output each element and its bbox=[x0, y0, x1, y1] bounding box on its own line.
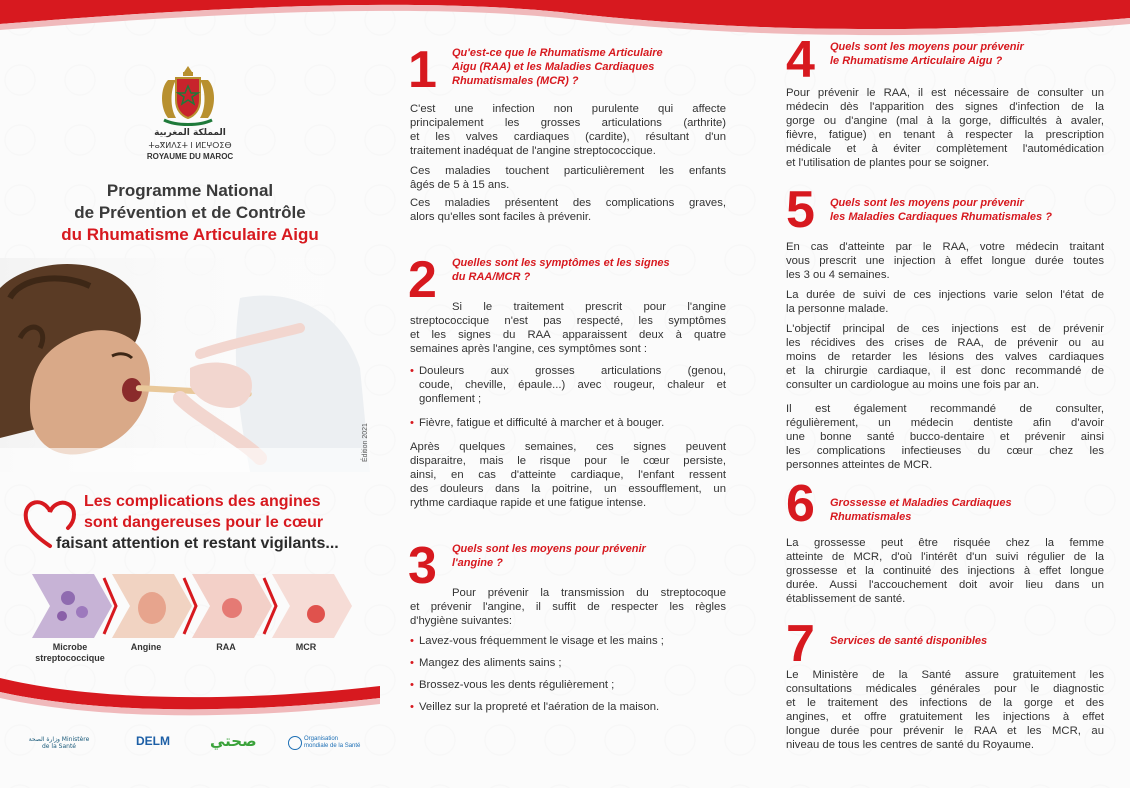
section1-paragraph3 bbox=[410, 196, 726, 224]
section3-bullet2: • Mangez des aliments sains ; bbox=[419, 656, 726, 670]
section2-intro bbox=[410, 300, 726, 356]
text-line: gonflement ; bbox=[419, 393, 482, 405]
text-line: ainsi, en cas d'atteinte cardiaque, l'enfant ressent bbox=[410, 469, 726, 481]
text-line: disparaitre, mais le risque pour le cœur persiste, bbox=[410, 455, 726, 467]
step-label-mcr: MCR bbox=[295, 642, 317, 652]
section4-title-line1: Quels sont les moyens pour prévenir bbox=[830, 41, 1024, 53]
text-line: âgés de 5 à 15 ans. bbox=[410, 179, 510, 191]
section1-title bbox=[452, 46, 752, 88]
section3-title bbox=[452, 542, 752, 570]
ministry-logo: وزارة الصحة Ministère de la Santé bbox=[28, 736, 90, 750]
step-label-angine: Angine bbox=[130, 642, 162, 652]
text-line: C'est une infection non purulente qui affecte bbox=[410, 103, 726, 115]
section6-number: 6 bbox=[786, 475, 815, 533]
text-line: gorge ou d'angine (mal à la gorge, difficultés à avaler, bbox=[786, 115, 1104, 127]
text-line: médicale et à éviter complètement l'automédication bbox=[786, 143, 1104, 155]
warning-line1: Les complications des angines bbox=[84, 493, 321, 510]
text-line: durée. Aussi l'accouchement doit avoir lieu dans un bbox=[786, 579, 1104, 591]
text-line: niveau de tous les centres de santé du Royaume. bbox=[786, 739, 1035, 751]
section1-paragraph2 bbox=[410, 164, 726, 192]
text-line: et les valves cardiaques (cardite), résultant d'un bbox=[410, 131, 726, 143]
step-label-microbe: Microbe streptococcique bbox=[35, 642, 105, 663]
program-title bbox=[30, 180, 350, 246]
chevron-microbe bbox=[32, 574, 112, 638]
text-line: personnes atteintes de MCR. bbox=[786, 459, 933, 471]
text-line: semaines après l'angine, ces symptômes sont : bbox=[410, 343, 647, 355]
text-line: les 3 ou 4 semaines. bbox=[786, 269, 890, 281]
section7-paragraph bbox=[786, 668, 1104, 752]
text-line: les récidives des crises de RAA, de prévenir ou au bbox=[786, 337, 1104, 349]
text-line: Ces maladies touchent particulièrement les enfants bbox=[410, 165, 726, 177]
section1-title-line3: Rhumatismales (MCR) ? bbox=[452, 75, 579, 87]
text-line: En cas d'atteinte par le RAA, votre médecin traitant bbox=[786, 241, 1104, 253]
text-line: régulièrement, un médecin dentiste afin d'avoir bbox=[786, 417, 1104, 429]
text-line: alors qu'elles sont faciles à prévenir. bbox=[410, 211, 592, 223]
section2-outro bbox=[410, 440, 726, 510]
section5-title bbox=[830, 196, 1120, 224]
section4-number: 4 bbox=[786, 31, 815, 89]
royal-emblem-icon bbox=[150, 62, 226, 128]
text-line: Le Ministère de la Santé assure gratuitement les bbox=[786, 669, 1104, 681]
section3-number: 3 bbox=[408, 537, 437, 595]
program-title-line2: de Prévention et de Contrôle bbox=[74, 203, 306, 222]
text-line: Ces maladies présentent des complications graves, bbox=[410, 197, 726, 209]
section4-paragraph bbox=[786, 86, 1104, 170]
text-line: L'objectif principal de ces injections est de prévenir bbox=[786, 323, 1104, 335]
text-line: La durée de suivi de ces injections varie selon l'état de bbox=[786, 289, 1104, 301]
text-line: les complications infectieuses du cœur chez les bbox=[786, 445, 1104, 457]
section5-paragraph4 bbox=[786, 402, 1104, 472]
kingdom-name-french: ROYAUME DU MAROC bbox=[146, 152, 234, 161]
text-line: et la chirurgie cardiaque, il est donc recommandé de bbox=[786, 365, 1104, 377]
program-title-line1: Programme National bbox=[106, 181, 274, 200]
text-line: • Douleurs aux grosses articulations (genou, bbox=[419, 365, 726, 377]
section3-bullet3: • Brossez-vous les dents régulièrement ; bbox=[419, 678, 726, 692]
section5-title-line1: Quels sont les moyens pour prévenir bbox=[830, 197, 1024, 209]
who-logo: Organisation mondiale de la Santé bbox=[304, 736, 361, 749]
text-line: La grossesse peut être risquée chez la femme bbox=[786, 537, 1104, 549]
text-line: Il est également recommandé de consulter, bbox=[786, 403, 1104, 415]
section5-paragraph2 bbox=[786, 288, 1104, 316]
step-label-raa: RAA bbox=[216, 642, 236, 652]
left-panel bbox=[0, 0, 380, 788]
section6-title-line1: Grossesse et Maladies Cardiaques bbox=[830, 497, 1012, 509]
section6-title bbox=[830, 496, 1120, 524]
section2-title-line2: du RAA/MCR ? bbox=[452, 271, 531, 283]
sahti-logo: صحتي bbox=[210, 732, 257, 750]
section1-title-line1: Qu'est-ce que le Rhumatisme Articulaire bbox=[452, 47, 663, 59]
section5-paragraph3 bbox=[786, 322, 1104, 392]
text-line: des douleurs dans la poitrine, un essoufflement, un bbox=[410, 483, 726, 495]
kingdom-name-tifinagh: ⵜⴰⴳⵍⴷⵉⵜ ⵏ ⵍⵎⵖⵔⵉⴱ bbox=[148, 141, 232, 150]
section7-number: 7 bbox=[786, 615, 815, 673]
text-line: traitement inadéquat de l'angine streptococcique. bbox=[410, 145, 656, 157]
text-line: Après quelques semaines, ces signes peuvent bbox=[410, 441, 726, 453]
section3-bullet4: • Veillez sur la propreté et l'aération de la maison. bbox=[419, 700, 726, 714]
delm-logo: DELM bbox=[136, 734, 170, 748]
bottom-red-wave bbox=[0, 668, 380, 728]
text-line: coude, cheville, épaule...) avec rougeur, chaleur et bbox=[419, 379, 726, 391]
text-line: moins de retarder les lésions des valves cardiaques bbox=[786, 351, 1104, 363]
text-line: rythme cardiaque rapide et une fatigue intense. bbox=[410, 497, 647, 509]
text-line: Pour prévenir la transmission du streptocoque bbox=[452, 587, 726, 599]
section3-title-line1: Quels sont les moyens pour prévenir bbox=[452, 543, 646, 555]
section6-paragraph bbox=[786, 536, 1104, 606]
section4-title bbox=[830, 40, 1120, 68]
section2-bullet1 bbox=[419, 364, 726, 406]
who-globe-icon bbox=[288, 736, 302, 750]
warning-line2: sont dangereuses pour le cœur bbox=[84, 514, 324, 531]
section7-title-line1: Services de santé disponibles bbox=[830, 635, 988, 647]
text-line: grossesse et la continuité des injections à effet longue bbox=[786, 565, 1104, 577]
text-line: établissement de santé. bbox=[786, 593, 906, 605]
text-line: atteinte de MCR, d'où l'intérêt d'un suivi régulier de la bbox=[786, 551, 1104, 563]
section3-intro bbox=[410, 586, 726, 628]
section1-paragraph1 bbox=[410, 102, 726, 158]
text-line: consulter un cardiologue au moins une fois par an. bbox=[786, 379, 1040, 391]
text-line: • Fièvre, fatigue et difficulté à marcher et à bouger. bbox=[419, 417, 665, 429]
section2-title bbox=[452, 256, 752, 284]
section2-number: 2 bbox=[408, 251, 437, 309]
text-line: consultations médicales générales pour le diagnostic bbox=[786, 683, 1104, 695]
text-line: angines, et offre gratuitement les injections à effet bbox=[786, 711, 1104, 723]
text-line: Si le traitement prescrit pour l'angine bbox=[452, 301, 726, 313]
program-title-line3: du Rhumatisme Articulaire Aigu bbox=[61, 225, 319, 244]
text-line: Pour prévenir le RAA, il est nécessaire de consulter un bbox=[786, 87, 1104, 99]
text-line: et le traitement des infections de la gorge et des bbox=[786, 697, 1104, 709]
section4-title-line2: le Rhumatisme Articulaire Aigu ? bbox=[830, 55, 1003, 67]
text-line: longue durée pour prévenir le RAA et les MCR, au bbox=[786, 725, 1104, 737]
edition-label: Édition 2021 bbox=[362, 423, 369, 462]
section5-title-line2: les Maladies Cardiaques Rhumatismales ? bbox=[830, 211, 1052, 223]
section7-title bbox=[830, 634, 1120, 648]
text-line: une bonne santé bucco-dentaire et prévenir ainsi bbox=[786, 431, 1104, 443]
text-line: et prévenir l'angine, il suffit de respecter les règles bbox=[410, 601, 726, 613]
text-line: d'hygiène suivantes: bbox=[410, 615, 513, 627]
kingdom-name-arabic: المملكة المغربية bbox=[154, 128, 226, 138]
section2-bullet2 bbox=[419, 416, 726, 430]
warning-line3: faisant attention et restant vigilants... bbox=[56, 535, 339, 552]
child-throat-exam-photo bbox=[0, 258, 370, 472]
text-line: fièvre, fatigue) en tenant à respecter la prescription bbox=[786, 129, 1104, 141]
section1-title-line2: Aigu (RAA) et les Maladies Cardiaques bbox=[452, 61, 655, 73]
text-line: médecin dès l'apparition des signes d'infection de la bbox=[786, 101, 1104, 113]
text-line: streptococcique n'est pas respecté, les symptômes bbox=[410, 315, 726, 327]
text-line: la personne malade. bbox=[786, 303, 889, 315]
section3-bullet1: • Lavez-vous fréquemment le visage et les mains ; bbox=[419, 634, 726, 648]
section1-number: 1 bbox=[408, 41, 437, 99]
text-line: principalement les grosses articulations (arthrite) bbox=[410, 117, 726, 129]
section3-title-line2: l'angine ? bbox=[452, 557, 503, 569]
section5-number: 5 bbox=[786, 181, 815, 239]
progression-chevrons bbox=[32, 574, 352, 638]
text-line: et l'utilisation de plantes pour se soigner. bbox=[786, 157, 990, 169]
text-line: vous prescrit une injection à effet longue durée toutes bbox=[786, 255, 1104, 267]
text-line: et les signes du RAA apparaissent deux à quatre bbox=[410, 329, 726, 341]
section2-title-line1: Quelles sont les symptômes et les signes bbox=[452, 257, 670, 269]
section5-paragraph1 bbox=[786, 240, 1104, 282]
section6-title-line2: Rhumatismales bbox=[830, 511, 912, 523]
